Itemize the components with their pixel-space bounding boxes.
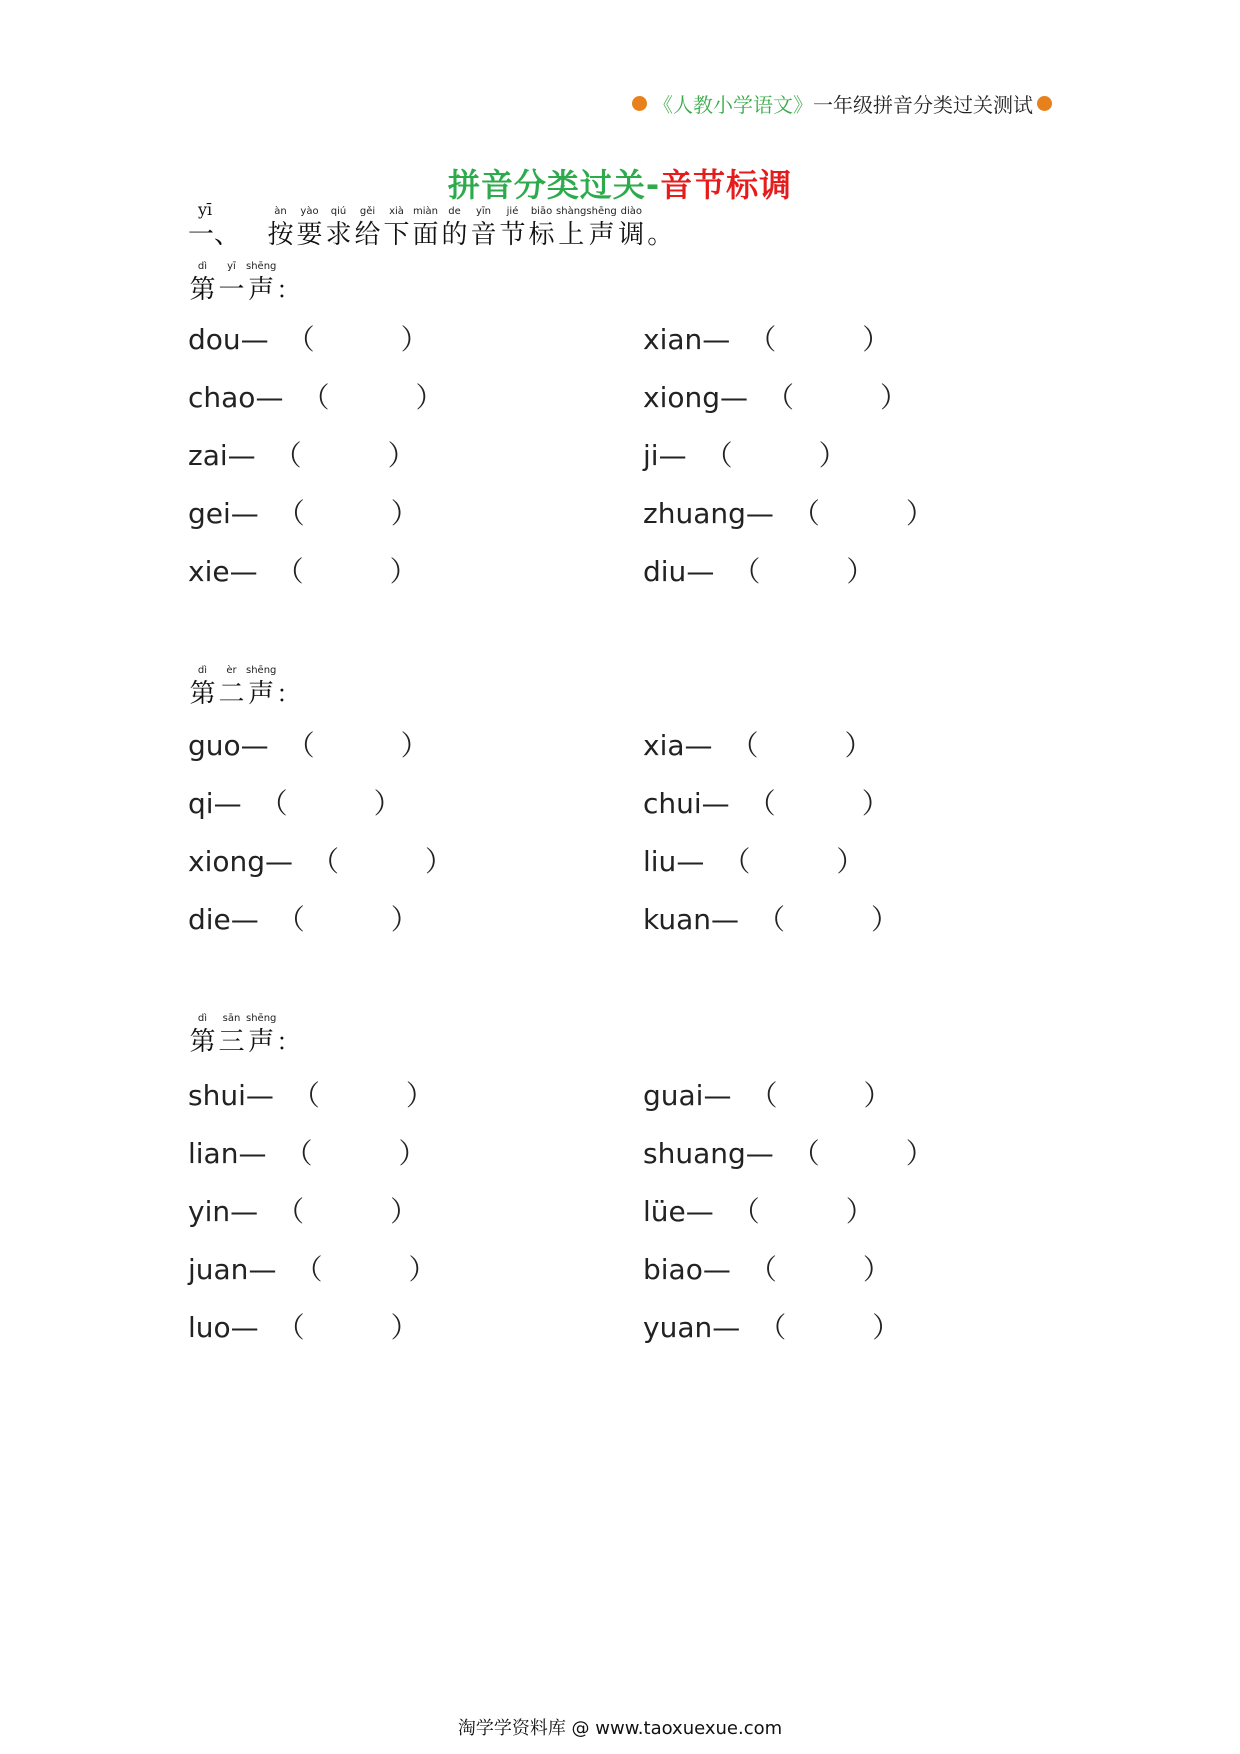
syllable: chui [643, 787, 702, 820]
close-paren: ） [400, 729, 429, 762]
syllable-item [188, 898, 419, 938]
hanzi: 三 [218, 1027, 245, 1057]
open-paren: （ [276, 1311, 305, 1344]
close-paren: ） [405, 1079, 434, 1112]
pinyin-annotation: yào [300, 206, 319, 217]
close-paren: ） [408, 1253, 437, 1286]
section-heading [188, 664, 300, 710]
open-paren: （ [732, 555, 761, 588]
close-paren: ） [400, 323, 429, 356]
syllable: chao [188, 381, 256, 414]
dash: — [238, 1137, 267, 1170]
dash: — [245, 1079, 274, 1112]
pinyin-annotation: jié [506, 206, 519, 217]
close-paren: ） [389, 555, 418, 588]
open-paren: （ [294, 1253, 323, 1286]
open-paren: （ [276, 497, 305, 530]
close-paren: ） [390, 903, 419, 936]
open-paren: （ [291, 1079, 320, 1112]
syllable: luo [188, 1311, 231, 1344]
ruby-char [188, 260, 217, 306]
dash: — [702, 323, 731, 356]
open-paren: （ [275, 555, 304, 588]
ruby-char [246, 664, 276, 710]
syllable: qi [188, 787, 214, 820]
ruby-char [266, 205, 295, 251]
syllable: yuan [643, 1311, 713, 1344]
dash: — [229, 555, 258, 588]
syllable: ji [643, 439, 659, 472]
syllable: zai [188, 439, 228, 472]
dash: — [703, 1079, 732, 1112]
pinyin-annotation: biāo [530, 206, 553, 217]
open-paren: （ [276, 1195, 305, 1228]
syllable: yin [188, 1195, 231, 1228]
pinyin-annotation: xià [389, 206, 404, 217]
colon: ： [276, 680, 301, 708]
syllable-item [188, 782, 402, 822]
syllable-item [643, 492, 934, 532]
hanzi: 一 [218, 275, 245, 305]
ruby-char [276, 260, 300, 306]
syllable-item [643, 724, 873, 764]
ruby-char [188, 664, 217, 710]
ruby-char [324, 205, 353, 251]
pinyin-annotation: shēng [246, 261, 277, 272]
open-paren: （ [276, 903, 305, 936]
pinyin-annotation: gěi [359, 206, 376, 217]
syllable: xie [188, 555, 230, 588]
close-paren: ） [373, 787, 402, 820]
open-paren: （ [704, 439, 733, 472]
open-paren: （ [791, 497, 820, 530]
section-heading [188, 1012, 300, 1058]
open-paren: （ [730, 729, 759, 762]
dash: — [227, 439, 256, 472]
syllable-item [643, 1306, 900, 1346]
close-paren: ） [862, 1253, 891, 1286]
ruby-char [469, 205, 498, 251]
syllable-item [643, 898, 899, 938]
dash: — [230, 1195, 259, 1228]
close-paren: ） [387, 439, 416, 472]
ruby-char [246, 260, 276, 306]
pinyin-annotation: shēng [586, 206, 617, 217]
syllable: die [188, 903, 231, 936]
open-paren: （ [747, 787, 776, 820]
syllable: dou [188, 323, 241, 356]
title-part-topic: 音节标调 [660, 166, 793, 204]
dash: — [712, 1311, 741, 1344]
hanzi: 第 [189, 679, 216, 709]
dash: — [745, 1137, 774, 1170]
hanzi: 二 [218, 679, 245, 709]
syllable: biao [643, 1253, 703, 1286]
ruby-char [411, 205, 440, 251]
hanzi: 声 [248, 1027, 275, 1057]
section-heading [188, 260, 300, 306]
close-paren: ） [880, 381, 909, 414]
syllable: lüe [643, 1195, 686, 1228]
pinyin-annotation: de [448, 206, 461, 217]
hanzi: 下 [383, 220, 410, 250]
hanzi: 上 [558, 220, 585, 250]
question-number-text: 一、 [188, 220, 241, 250]
dash: — [265, 845, 293, 878]
dash: — [248, 1253, 277, 1286]
syllable: diu [643, 555, 687, 588]
syllable: guo [188, 729, 241, 762]
syllable-item [188, 1074, 434, 1114]
syllable-item [643, 1132, 934, 1172]
page-footer: 淘学学资料库 @ www.taoxuexue.com [457, 1718, 783, 1739]
syllable-item [188, 1132, 427, 1172]
hanzi: 声 [588, 220, 615, 250]
syllable-item [643, 376, 908, 416]
dash: — [658, 439, 687, 472]
dash: — [230, 1311, 259, 1344]
pinyin-annotation: dì [197, 261, 208, 272]
close-paren: ） [905, 497, 934, 530]
close-paren: ） [425, 845, 454, 878]
syllable-item [188, 550, 418, 590]
hanzi: 要 [296, 220, 323, 250]
ruby-char [646, 205, 675, 251]
ruby-char [498, 205, 527, 251]
syllable: juan [188, 1253, 249, 1286]
dash: — [702, 1253, 731, 1286]
open-paren: （ [722, 845, 751, 878]
open-paren: （ [731, 1195, 760, 1228]
hanzi: 节 [499, 220, 526, 250]
ruby-char [382, 205, 411, 251]
syllable-item [188, 1248, 436, 1288]
pinyin-annotation: shēng [246, 1013, 277, 1024]
open-paren: （ [286, 729, 315, 762]
syllable-item [188, 492, 419, 532]
close-paren: ） [390, 1195, 419, 1228]
open-paren: （ [748, 323, 777, 356]
close-paren: ） [836, 845, 865, 878]
hanzi: 按 [267, 220, 294, 250]
pinyin-annotation: yī [227, 261, 236, 272]
syllable-item [188, 1306, 419, 1346]
ruby-char [527, 205, 556, 251]
syllable: xia [643, 729, 685, 762]
dash: — [685, 1195, 714, 1228]
syllable: zhuang [643, 497, 746, 530]
close-paren: ） [390, 497, 419, 530]
pinyin-annotation: àn [274, 206, 287, 217]
syllable: kuan [643, 903, 712, 936]
syllable-item [643, 1074, 892, 1114]
close-paren: ） [390, 1311, 419, 1344]
pinyin-annotation: dì [197, 1013, 208, 1024]
orange-dot-icon [1037, 96, 1052, 111]
hanzi: 给 [354, 220, 381, 250]
colon: ： [276, 276, 301, 304]
pinyin-annotation: sān [222, 1013, 241, 1024]
syllable: xiong [188, 845, 265, 878]
ruby-char [440, 205, 469, 251]
dash: — [711, 903, 740, 936]
close-paren: ） [862, 323, 891, 356]
open-paren: （ [273, 439, 302, 472]
ruby-char [295, 205, 324, 251]
header-book-title: 《人教小学语文》 [653, 92, 813, 117]
syllable: xiong [643, 381, 720, 414]
hanzi: 标 [528, 220, 555, 250]
syllable: liu [643, 845, 677, 878]
syllable-item [188, 724, 429, 764]
hanzi: 面 [412, 220, 439, 250]
pinyin-annotation: yīn [475, 206, 492, 217]
dash: — [240, 729, 269, 762]
close-paren: ） [846, 555, 875, 588]
ruby-char [217, 260, 246, 306]
dash: — [230, 497, 259, 530]
open-paren: （ [757, 903, 786, 936]
hanzi: 的 [441, 220, 468, 250]
pinyin-annotation: qiú [330, 206, 347, 217]
open-paren: （ [766, 381, 795, 414]
ruby-char [246, 1012, 276, 1058]
open-paren: （ [259, 787, 288, 820]
ruby-char [188, 1012, 217, 1058]
syllable-item [643, 1248, 891, 1288]
pinyin-annotation: dì [197, 665, 208, 676]
syllable-item [643, 434, 847, 474]
ruby-char [276, 1012, 300, 1058]
open-paren: （ [749, 1079, 778, 1112]
page-header [632, 86, 1052, 120]
pinyin-annotation: shàng [556, 206, 587, 217]
hanzi: 求 [325, 220, 352, 250]
pinyin-annotation: èr [226, 665, 237, 676]
syllable-item [643, 782, 890, 822]
syllable: shui [188, 1079, 246, 1112]
dash: — [720, 381, 748, 414]
ruby-char [556, 205, 586, 251]
syllable-item [643, 550, 874, 590]
syllable-item [188, 434, 416, 474]
hanzi: 第 [189, 275, 216, 305]
close-paren: ） [872, 1311, 901, 1344]
punctuation: 。 [647, 220, 674, 250]
syllable: guai [643, 1079, 704, 1112]
close-paren: ） [415, 381, 444, 414]
open-paren: （ [758, 1311, 787, 1344]
syllable: lian [188, 1137, 239, 1170]
close-paren: ） [861, 787, 890, 820]
syllable-item [188, 840, 453, 880]
syllable-item [188, 318, 429, 358]
syllable-item [643, 318, 890, 358]
close-paren: ） [818, 439, 847, 472]
open-paren: （ [286, 323, 315, 356]
hanzi: 声 [248, 679, 275, 709]
dash: — [701, 787, 730, 820]
ruby-char [353, 205, 382, 251]
pinyin-annotation: yī [198, 200, 213, 219]
close-paren: ） [398, 1137, 427, 1170]
ruby-char [586, 205, 616, 251]
open-paren: （ [311, 845, 340, 878]
dash: — [230, 903, 259, 936]
syllable-item [188, 1190, 418, 1230]
orange-dot-icon [632, 96, 647, 111]
dash: — [213, 787, 242, 820]
syllable-item [643, 840, 864, 880]
close-paren: ） [905, 1137, 934, 1170]
syllable: gei [188, 497, 231, 530]
open-paren: （ [791, 1137, 820, 1170]
dash: — [255, 381, 284, 414]
pinyin-annotation: shēng [246, 665, 277, 676]
ruby-char [617, 205, 646, 251]
hanzi: 音 [470, 220, 497, 250]
dash: — [240, 323, 269, 356]
close-paren: ） [845, 1195, 874, 1228]
close-paren: ） [863, 1079, 892, 1112]
question-number [188, 200, 266, 251]
question-instruction [188, 200, 675, 251]
dash: — [676, 845, 705, 878]
hanzi: 声 [248, 275, 275, 305]
dash: — [684, 729, 713, 762]
syllable-item [643, 1190, 874, 1230]
pinyin-annotation: diào [620, 206, 642, 217]
header-test-title: 一年级拼音分类过关测试 [813, 92, 1033, 117]
open-paren: （ [301, 381, 330, 414]
syllable: xian [643, 323, 703, 356]
title-part-main: 拼音分类过关- [447, 166, 661, 204]
open-paren: （ [284, 1137, 313, 1170]
ruby-char [217, 664, 246, 710]
open-paren: （ [748, 1253, 777, 1286]
pinyin-annotation: miàn [413, 206, 439, 217]
ruby-char [276, 664, 300, 710]
syllable-item [188, 376, 443, 416]
hanzi: 第 [189, 1027, 216, 1057]
close-paren: ） [844, 729, 873, 762]
ruby-char [217, 1012, 246, 1058]
syllable: shuang [643, 1137, 746, 1170]
colon: ： [276, 1028, 301, 1056]
hanzi: 调 [618, 220, 645, 250]
close-paren: ） [871, 903, 900, 936]
dash: — [745, 497, 774, 530]
dash: — [686, 555, 715, 588]
